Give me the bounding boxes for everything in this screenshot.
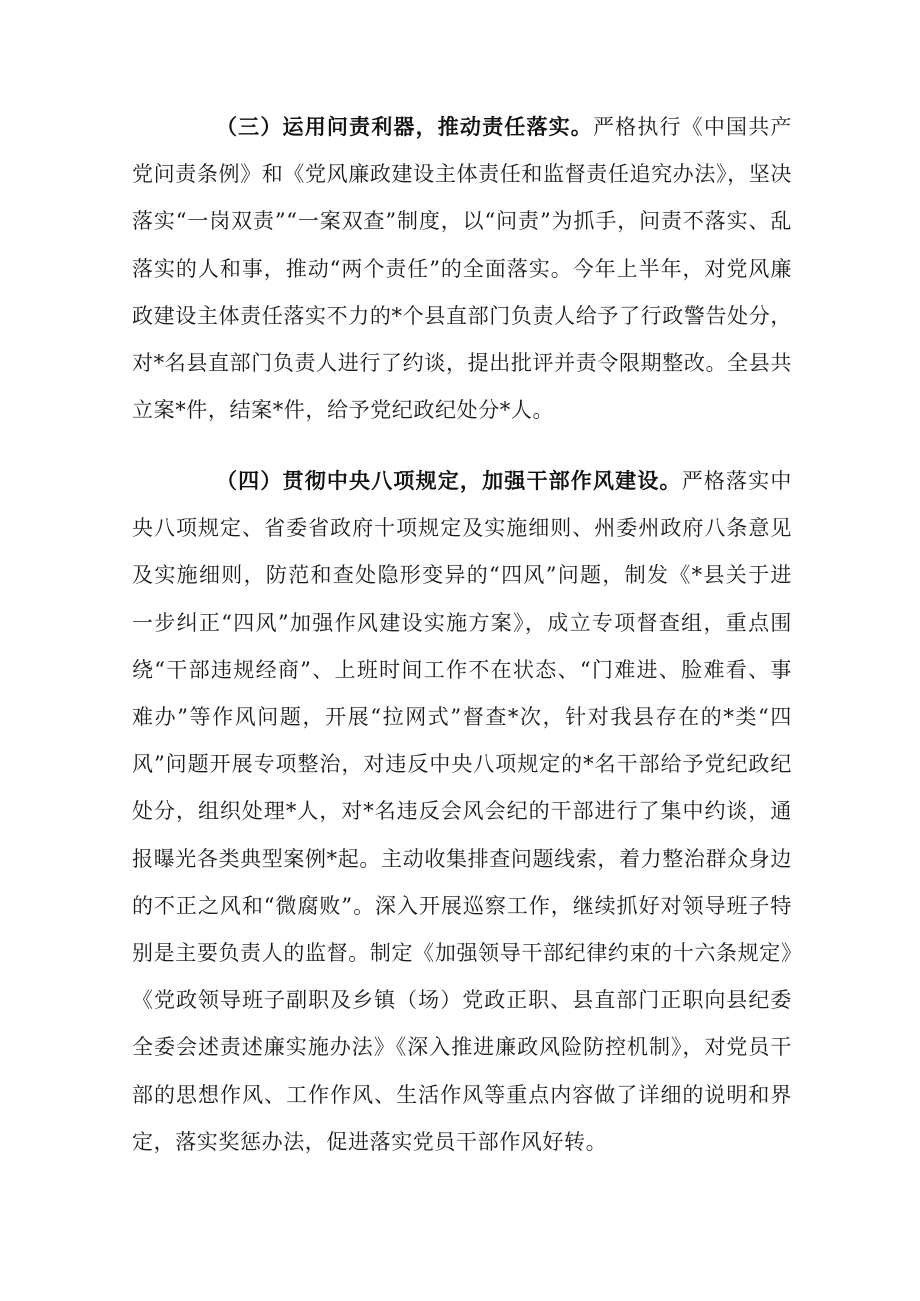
paragraph-body-4: 严格落实中央八项规定、省委省政府十项规定及实施细则、州委州政府八条意见及实施细则，防范和查处隐形变异的“四风”问题，制发《*县关于进一步纠正“四风”加强作风建设实施方案》，成立专项督查组，重点围绕“干部违规经商”、上班时间工作不在状态、“门难进、脸难看、事难办”等作风问题，开展“拉网式”督查*次，针对我县存在的*类“四风”问题开展专项整治，对违反中央八项规定的*名干部给予党纪政纪处分，组织处理*人，对*名违反会风会纪的干部进行了集中约谈，通报曝光各类典型案例*起。主动收集排查问题线索，着力整治群众身边的不正之风和“微腐败”。深入开展巡察工作，继续抓好对领导班子特别是主要负责人的监督。制定《加强领导干部纪律约束的十六条规定》《党政领导班子副职及乡镇（场）党政正职、县直部门正职向县纪委全委会述责述廉实施办法》《深入推进廉政风险防控机制》，对党员干部的思想作风、工作作风、生活作风等重点内容做了详细的说明和界定，落实奖惩办法，促进落实党员干部作风好转。 (132, 469, 792, 1154)
paragraph-section-3 (132, 104, 792, 434)
paragraph-body-3: 严格执行《中国共产党问责条例》和《党风廉政建设主体责任和监督责任追究办法》，坚决落实“一岗双责”“一案双查”制度，以“问责”为抓手，问责不落实、乱落实的人和事，推动“两个责任”的全面落实。今年上半年，对党风廉政建设主体责任落实不力的*个县直部门负责人给予了行政警告处分，对*名县直部门负责人进行了约谈，提出批评并责令限期整改。全县共立案*件，结案*件，给予党纪政纪处分*人。 (132, 115, 792, 423)
section-heading-4: （四）贯彻中央八项规定，加强干部作风建设。 (216, 469, 682, 493)
section-heading-3: （三）运用问责利器，推动责任落实。 (216, 115, 593, 139)
paragraph-section-4 (132, 458, 792, 1166)
